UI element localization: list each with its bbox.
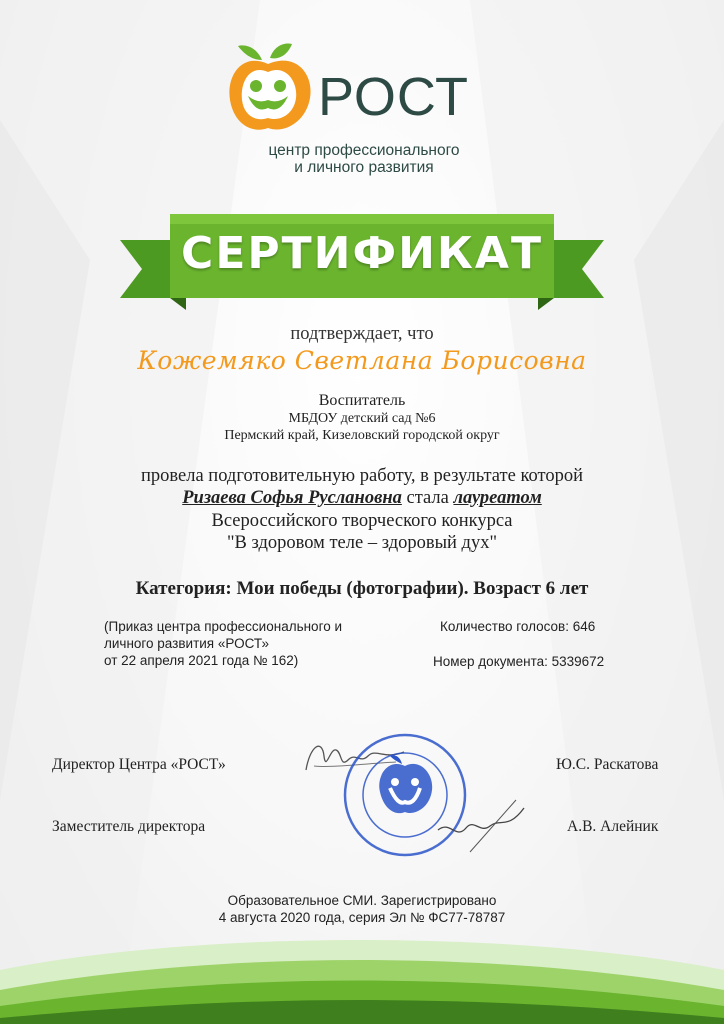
pupil-line: [0, 488, 724, 509]
category-text: Категория: Мои победы (фотографии). Возраст 6 лет: [135, 578, 589, 599]
order-line1: (Приказ центра профессионального и: [104, 619, 342, 634]
recipient-location: Пермский край, Кизеловский городской округ: [224, 428, 500, 443]
director-title: Директор Центра «РОСТ»: [52, 756, 226, 773]
pupil-name: Ризаева Софья Руслановна: [182, 488, 402, 508]
document-number: Номер документа: 5339672: [433, 654, 605, 669]
deputy-name: А.В. Алейник: [567, 818, 659, 835]
logo-subtitle-line1: центр профессионального: [268, 142, 460, 159]
recipient-name: Кожемяко Светлана Борисовна: [137, 346, 587, 375]
award-title: лауреатом: [453, 488, 542, 508]
deputy-title: Заместитель директора: [52, 818, 206, 835]
votes-count: Количество голосов: 646: [440, 619, 596, 634]
result-line: провела подготовительную работу, в результате которой: [140, 466, 583, 486]
contest-line2: "В здоровом теле – здоровый дух": [226, 533, 498, 553]
logo-subtitle-line2: и личного развития: [294, 159, 434, 176]
certificate-title: СЕРТИФИКАТ: [181, 228, 543, 279]
recipient-organization: МБДОУ детский сад №6: [288, 411, 436, 426]
footer-line2: 4 августа 2020 года, серия Эл № ФС77-78787: [218, 910, 506, 925]
became-text: стала: [406, 488, 449, 508]
logo-subtitle: [236, 142, 492, 176]
confirms-text: подтверждает, что: [290, 324, 434, 344]
recipient-position: Воспитатель: [318, 392, 406, 409]
rost-logo-icon: [222, 42, 318, 138]
order-reference: [104, 618, 404, 669]
contest-line1: Всероссийского творческого конкурса: [211, 511, 513, 531]
order-line2: личного развития «РОСТ»: [104, 636, 270, 651]
order-line3: от 22 апреля 2021 года № 162): [104, 653, 299, 668]
footer-line1: Образовательное СМИ. Зарегистрировано: [227, 893, 497, 908]
logo-wordmark: РОСТ: [318, 67, 470, 127]
director-name: Ю.С. Раскатова: [556, 756, 659, 773]
footer-waves: [0, 930, 724, 1024]
deputy-signature: [430, 790, 530, 860]
